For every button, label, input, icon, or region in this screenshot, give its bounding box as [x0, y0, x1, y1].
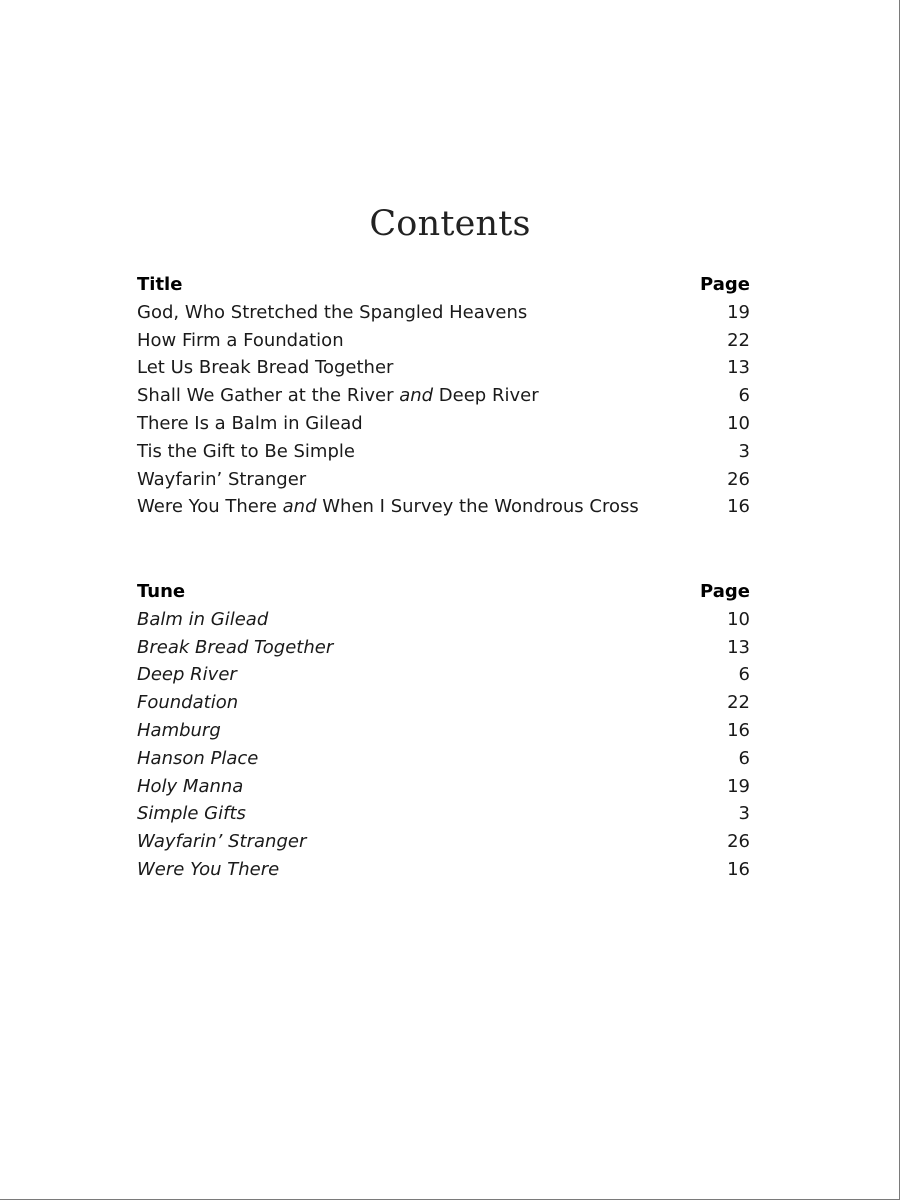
tune-entry[interactable]	[137, 664, 750, 692]
title-column-header: Title	[137, 274, 183, 295]
title-entry[interactable]	[137, 441, 750, 469]
title-entry[interactable]	[137, 330, 750, 358]
entry-page-number: 13	[727, 357, 750, 379]
entry-title: God, Who Stretched the Spangled Heavens	[137, 301, 528, 323]
entry-page-number: 19	[727, 775, 750, 797]
entry-title	[137, 385, 539, 406]
entry-title: Wayfarin’ Stranger	[137, 468, 307, 490]
tune-column-header: Tune	[137, 581, 186, 602]
entry-page-number: 6	[738, 664, 750, 686]
entry-page-number: 3	[738, 803, 750, 825]
tune-name: Holy Manna	[137, 775, 244, 797]
entry-title-conjunction: and	[399, 385, 434, 407]
entry-title-part: When I Survey the Wondrous Cross	[316, 496, 639, 518]
entry-page-number: 16	[727, 858, 750, 880]
entry-title: Let Us Break Bread Together	[137, 357, 394, 379]
title-entry[interactable]	[137, 496, 750, 524]
page-column-header: Page	[700, 581, 750, 602]
tune-entry[interactable]	[137, 637, 750, 665]
title-entry[interactable]	[137, 357, 750, 385]
entry-title	[137, 496, 639, 517]
entry-page-number: 26	[727, 468, 750, 490]
tune-name: Simple Gifts	[137, 803, 246, 825]
entry-title: There Is a Balm in Gilead	[137, 412, 363, 434]
tune-index-header	[137, 581, 750, 609]
entry-page-number: 13	[727, 636, 750, 658]
entry-title-conjunction: and	[282, 496, 317, 518]
tune-name: Balm in Gilead	[137, 608, 269, 630]
tune-name: Deep River	[137, 664, 237, 686]
tune-entry[interactable]	[137, 609, 750, 637]
entry-page-number: 10	[727, 412, 750, 434]
entry-page-number: 6	[738, 385, 750, 407]
tune-name: Hanson Place	[137, 747, 259, 769]
tune-name: Foundation	[137, 692, 239, 714]
tune-entry[interactable]	[137, 859, 750, 887]
entry-page-number: 16	[727, 719, 750, 741]
entry-title-part: Were You There	[137, 496, 283, 518]
entry-page-number: 16	[727, 496, 750, 518]
entry-page-number: 19	[727, 301, 750, 323]
tune-entry[interactable]	[137, 720, 750, 748]
entry-title: Tis the Gift to Be Simple	[137, 440, 355, 462]
title-entry[interactable]	[137, 302, 750, 330]
entry-title-part: Shall We Gather at the River	[137, 385, 400, 407]
tune-name: Were You There	[137, 858, 280, 880]
title-entry[interactable]	[137, 469, 750, 497]
tune-name: Wayfarin’ Stranger	[137, 831, 307, 853]
tune-entry[interactable]	[137, 831, 750, 859]
entry-page-number: 22	[727, 692, 750, 714]
tune-index-section	[137, 581, 750, 887]
entry-page-number: 3	[738, 440, 750, 462]
entry-page-number: 22	[727, 329, 750, 351]
entry-title: How Firm a Foundation	[137, 329, 344, 351]
page-title: Contents	[369, 204, 531, 244]
tune-entry[interactable]	[137, 776, 750, 804]
tune-entry[interactable]	[137, 803, 750, 831]
tune-entry[interactable]	[137, 748, 750, 776]
title-index-section	[137, 274, 750, 524]
entry-page-number: 10	[727, 608, 750, 630]
title-entry[interactable]	[137, 413, 750, 441]
tune-name: Break Bread Together	[137, 636, 334, 658]
entry-page-number: 26	[727, 831, 750, 853]
tune-name: Hamburg	[137, 719, 221, 741]
title-index-header	[137, 274, 750, 302]
page-column-header: Page	[700, 274, 750, 295]
tune-entry[interactable]	[137, 692, 750, 720]
entry-page-number: 6	[738, 747, 750, 769]
entry-title-part: Deep River	[433, 385, 539, 407]
title-entry[interactable]	[137, 385, 750, 413]
